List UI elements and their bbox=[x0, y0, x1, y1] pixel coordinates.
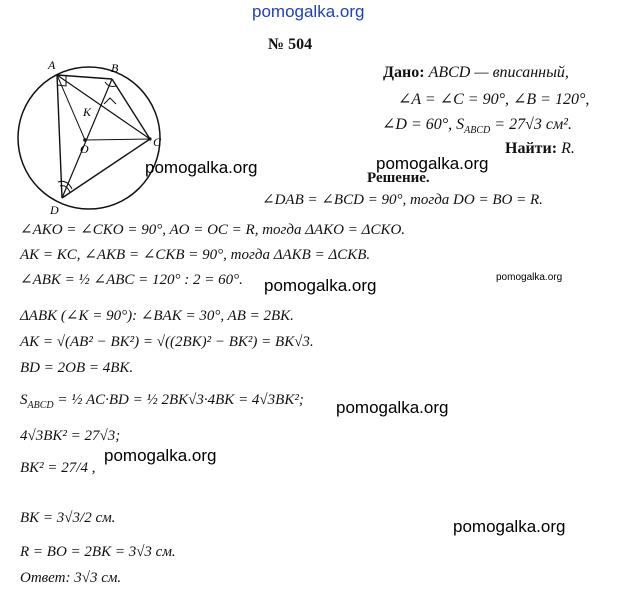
solution-line-7: BD = 2OB = 4BK. bbox=[20, 360, 134, 376]
solution-line-8-sub: ABCD bbox=[27, 400, 54, 411]
solution-line-5: ΔABK (∠K = 90°): ∠BAK = 30°, AB = 2BK. bbox=[20, 308, 294, 324]
solution-line-1: ∠DAB = ∠BCD = 90°, тогда DO = BO = R. bbox=[262, 192, 543, 208]
solution-line-12: R = BO = 2BK = 3√3 см. bbox=[20, 544, 176, 560]
solution-line-8-tail: = ½ AC·BD = ½ 2BK√3·4BK = 4√3BK²; bbox=[53, 392, 304, 408]
answer-line bbox=[20, 570, 121, 587]
given-line-1 bbox=[383, 64, 569, 82]
answer-value: 3√3 см. bbox=[74, 570, 122, 586]
solution-line-2: ∠AKO = ∠CKO = 90°, AO = OC = R, тогда ΔAKO = ΔCKO. bbox=[20, 222, 406, 238]
solution-line-10: BK² = 27/4 , bbox=[20, 460, 96, 476]
find-label: Найти: bbox=[505, 140, 558, 157]
given-line-3-tail: = 27√3 см². bbox=[490, 116, 572, 133]
side-bc bbox=[112, 79, 150, 139]
solution-line-3: AK = KC, ∠AKB = ∠CKB = 90°, тогда ΔAKB = ΔCKB. bbox=[20, 247, 371, 263]
label-a: A bbox=[48, 58, 56, 72]
solution-line-4: ∠ABK = ½ ∠ABC = 120° : 2 = 60°. bbox=[20, 272, 243, 288]
label-d: D bbox=[50, 203, 59, 217]
side-da bbox=[57, 75, 62, 198]
point-c bbox=[148, 137, 151, 140]
side-ab bbox=[57, 75, 112, 79]
find-value: R. bbox=[561, 140, 575, 157]
given-text-1: ABCD — вписанный, bbox=[428, 64, 569, 81]
solution-heading: Решение. bbox=[367, 170, 430, 186]
answer-label: Ответ: bbox=[20, 570, 71, 586]
solution-line-6: AK = √(AB² − BK²) = √((2BK)² − BK²) = BK√3. bbox=[20, 334, 314, 350]
label-c: C bbox=[153, 135, 162, 149]
radius-oc bbox=[85, 139, 150, 140]
solution-line-8-head: S bbox=[20, 392, 28, 408]
watermark-small: pomogalka.org bbox=[496, 272, 563, 283]
watermark-6: pomogalka.org bbox=[453, 517, 566, 536]
watermark-5: pomogalka.org bbox=[104, 446, 217, 465]
watermark-1: pomogalka.org bbox=[145, 158, 258, 177]
watermark-top: pomogalka.org bbox=[252, 2, 365, 21]
solution-line-11: BK = 3√3/2 см. bbox=[20, 510, 116, 526]
label-k: K bbox=[83, 105, 92, 119]
angle-d-arc-2 bbox=[58, 181, 72, 189]
label-b: B bbox=[111, 61, 119, 75]
side-cd bbox=[62, 139, 150, 198]
watermark-4: pomogalka.org bbox=[336, 398, 449, 417]
watermark-3: pomogalka.org bbox=[264, 276, 377, 295]
given-line-3-sub: ABCD bbox=[464, 125, 491, 137]
solution-line-9: 4√3BK² = 27√3; bbox=[20, 428, 121, 444]
given-line-3-head: ∠D = 60°, S bbox=[382, 116, 465, 133]
diagonal-bd bbox=[62, 79, 112, 198]
given-label: Дано: bbox=[383, 64, 425, 81]
label-o: O bbox=[80, 142, 89, 156]
right-angle-k bbox=[104, 98, 116, 104]
geometry-figure bbox=[10, 52, 180, 222]
given-line-3 bbox=[382, 114, 572, 136]
circumcircle bbox=[18, 67, 160, 209]
solution-line-8 bbox=[20, 392, 304, 411]
given-line-2: ∠A = ∠C = 90°, ∠B = 120°, bbox=[398, 91, 590, 108]
watermark-2: pomogalka.org bbox=[376, 154, 489, 173]
problem-number: № 504 bbox=[268, 36, 313, 53]
find-line bbox=[505, 140, 575, 158]
